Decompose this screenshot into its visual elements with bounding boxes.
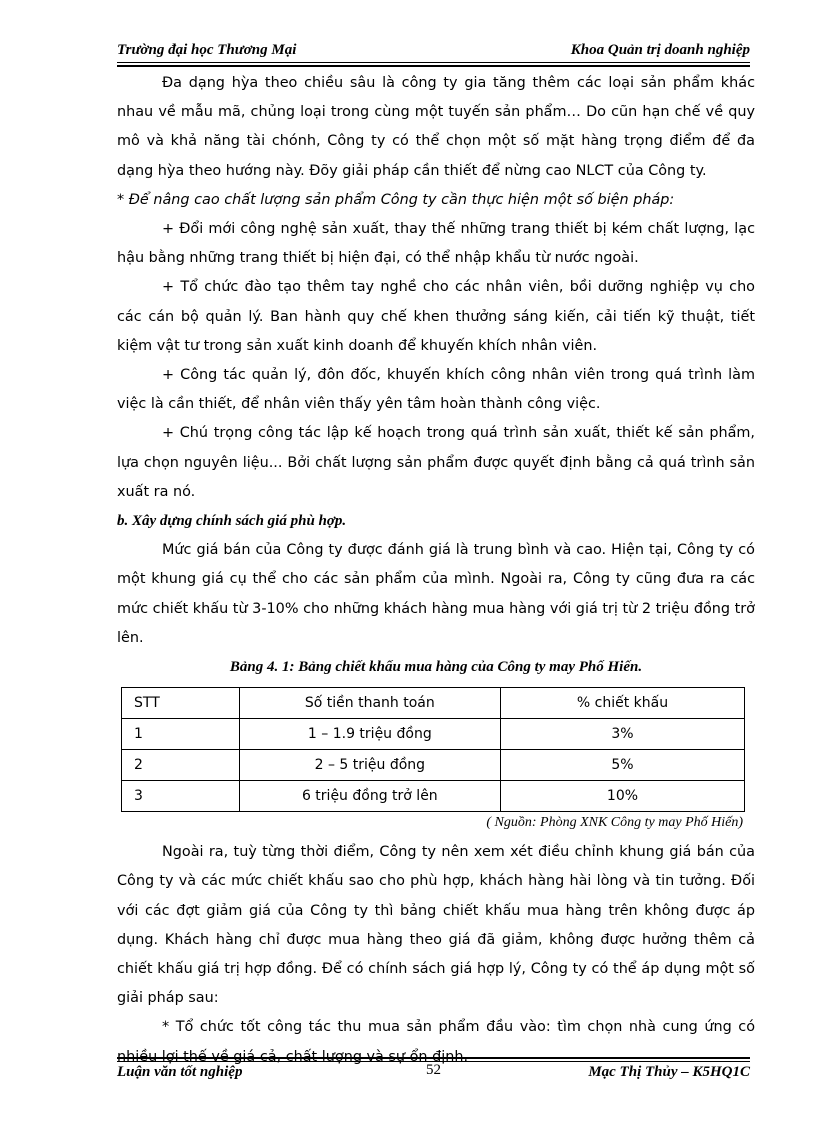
- section-heading-b: b. Xây dựng chính sách giá phù hợp.: [117, 513, 347, 530]
- footer-author: Mạc Thị Thủy – K5HQ1C: [588, 1064, 750, 1080]
- table-cell: 1: [122, 719, 240, 750]
- quality-item-1: + Đổi mới công nghệ sản xuất, thay thế những trang thiết bị kém chất lượng, lạc hậu bằng những trang thiết bị hiện đại, có thể nhập khẩu từ nước ngoài.: [117, 221, 755, 267]
- table-cell: 5%: [500, 750, 744, 781]
- header-rule-thin: [117, 62, 750, 63]
- table-cell: 10%: [500, 781, 744, 812]
- quality-item-2: + Tổ chức đào tạo thêm tay nghề cho các nhân viên, bồi dưỡng nghiệp vụ cho các cán bộ quản lý. Ban hành quy chế khen thưởng sáng kiến, cải tiến kỹ thuật, tiết kiệm vật tư trong sản xuất kinh doanh để khuyến khích nhân viên.: [117, 279, 755, 354]
- page-body: [117, 69, 755, 1072]
- page-number: 52: [426, 1062, 441, 1078]
- table-header-cell: % chiết khấu: [500, 688, 744, 719]
- quality-item-4: + Chú trọng công tác lập kế hoạch trong quá trình sản xuất, thiết kế sản phẩm, lựa chọn nguyên liệu... Bởi chất lượng sản phẩm được quyết định bằng cả quá trình sản xuất ra nó.: [117, 425, 755, 500]
- footer-thesis-label: Luận văn tốt nghiệp: [117, 1064, 243, 1080]
- table-source: ( Nguồn: Phòng XNK Công ty may Phố Hiến): [486, 815, 743, 831]
- table-header-row: [122, 688, 745, 719]
- footer-rule-thick: [117, 1057, 750, 1059]
- page-header: [117, 42, 750, 66]
- table-cell: 2: [122, 750, 240, 781]
- paragraph-price: Mức giá bán của Công ty được đánh giá là trung bình và cao. Hiện tại, Công ty có một khung giá cụ thể cho các sản phẩm của mình. Ngoài ra, Công ty cũng đưa ra các mức chiết khấu từ 3-10% cho những khách hàng mua hàng với giá trị từ 2 triệu đồng trở lên.: [117, 542, 755, 646]
- table-row: [122, 781, 745, 812]
- table-cell: 6 triệu đồng trở lên: [239, 781, 500, 812]
- table-row: [122, 750, 745, 781]
- table-cell: 3%: [500, 719, 744, 750]
- quality-heading: * Để nâng cao chất lượng sản phẩm Công ty cần thực hiện một số biện pháp:: [117, 191, 675, 208]
- table-cell: 2 – 5 triệu đồng: [239, 750, 500, 781]
- paragraph-procurement: * Tổ chức tốt công tác thu mua sản phẩm đầu vào: tìm chọn nhà cung ứng có nhiều lợi thế về giá cả, chất lượng và sự ổn định.: [117, 1019, 755, 1065]
- page-footer: [117, 1057, 750, 1087]
- header-rule-thick: [117, 65, 750, 67]
- header-faculty: Khoa Quản trị doanh nghiệp: [570, 42, 750, 58]
- table-header-cell: Số tiền thanh toán: [239, 688, 500, 719]
- header-university: Trường đại học Thương Mại: [117, 42, 297, 58]
- table-row: [122, 719, 745, 750]
- table-cell: 1 – 1.9 triệu đồng: [239, 719, 500, 750]
- table-header-cell: STT: [122, 688, 240, 719]
- quality-item-3: + Công tác quản lý, đôn đốc, khuyến khích công nhân viên trong quá trình làm việc là cần thiết, để nhân viên thấy yên tâm hoàn thành công việc.: [117, 367, 755, 413]
- table-caption: Bảng 4. 1: Bảng chiết khấu mua hàng của Công ty may Phố Hiến.: [229, 659, 643, 676]
- paragraph-adjustment: Ngoài ra, tuỳ từng thời điểm, Công ty nên xem xét điều chỉnh khung giá bán của Công ty và các mức chiết khấu sao cho phù hợp, khách hàng hài lòng và tin tưởng. Đối với các đợt giảm giá của Công ty thì bảng chiết khấu mua hàng trên không được áp dụng. Khách hàng chỉ được mua hàng theo giá đã giảm, không được hưởng thêm cả chiết khấu giá trị hợp đồng. Để có chính sách giá hợp lý, Công ty có thể áp dụng một số giải pháp sau:: [117, 844, 755, 1007]
- table-cell: 3: [122, 781, 240, 812]
- paragraph-diversification: Đa dạng hỳa theo chiều sâu là công ty gia tăng thêm các loại sản phẩm khác nhau về mẫu mã, chủng loại trong cùng một tuyến sản phẩm… Do cũn hạn chế về quy mô và khả năng tài chónh, Công ty có thể chọn một số mặt hàng trọng điểm để đa dạng hỳa theo hướng này. Đõy giải pháp cần thiết để nừng cao NLCT của Công ty.: [117, 75, 755, 179]
- discount-table: [121, 687, 745, 812]
